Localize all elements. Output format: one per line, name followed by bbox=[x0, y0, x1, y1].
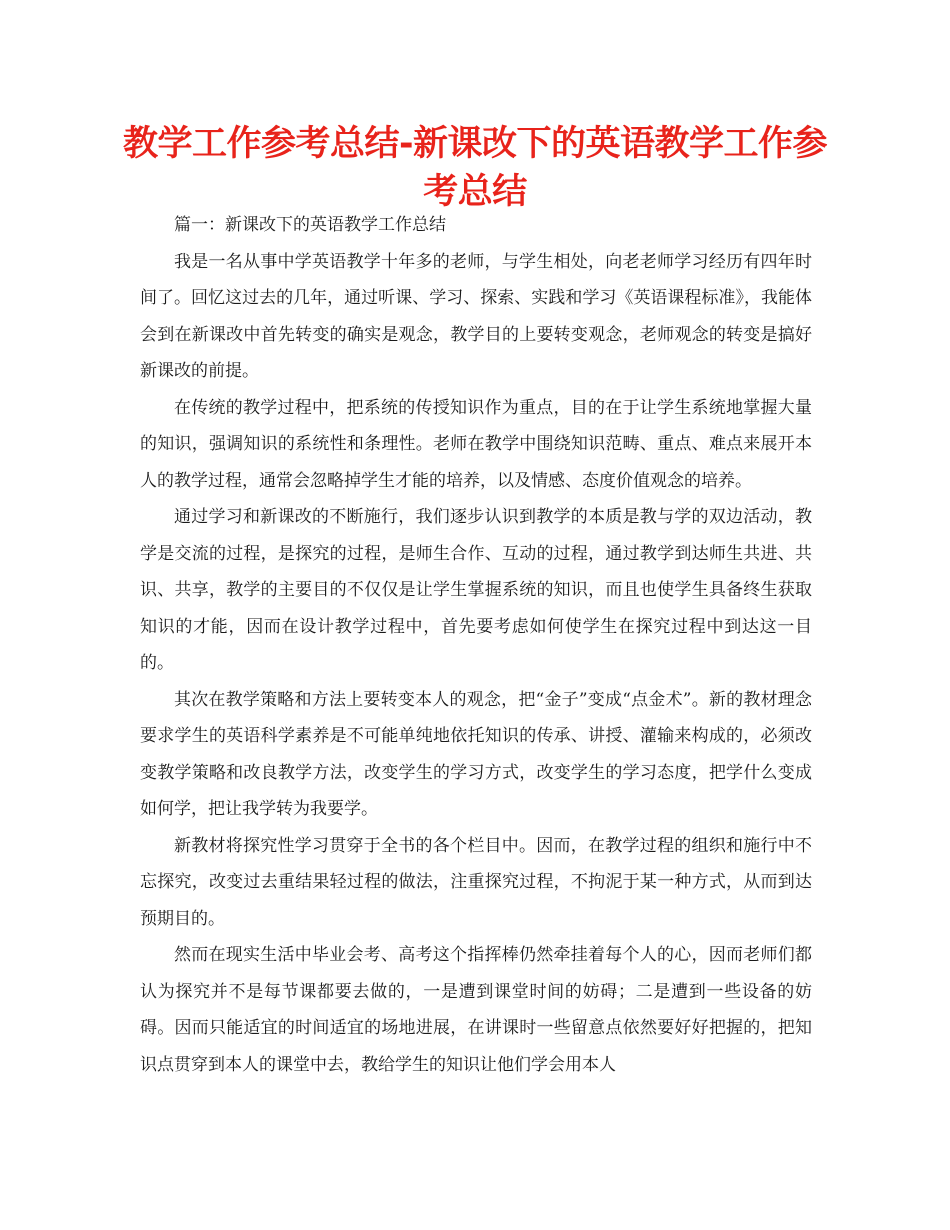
document-title: 教学工作参考总结-新课改下的英语教学工作参考总结 bbox=[122, 124, 828, 212]
paragraph: 新教材将探究性学习贯穿于全书的各个栏目中。因而，在教学过程的组织和施行中不忘探究，改变过去重结果轻过程的做法，注重探究过程，不拘泥于某一种方式，从而到达预期目的。 bbox=[140, 835, 812, 929]
paragraph: 我是一名从事中学英语教学十年多的老师，与学生相处，向老老师学习经历有四年时间了。回忆这过去的几年，通过听课、学习、探索、实践和学习《英语课程标准》，我能体会到在新课改中首先转变的确实是观念，教学目的上要转变观念，老师观念的转变是搞好新课改的前提。 bbox=[140, 251, 812, 381]
paragraph: 然而在现实生活中毕业会考、高考这个指挥棒仍然牵挂着每个人的心，因而老师们都认为探究并不是每节课都要去做的，一是遭到课堂时间的妨碍；二是遭到一些设备的妨碍。因而只能适宜的时间适宜的场地进展，在讲课时一些留意点依然要好好把握的，把知识点贯穿到本人的课堂中去，教给学生的知识让他们学会用本人 bbox=[140, 945, 812, 1075]
paragraph: 在传统的教学过程中，把系统的传授知识作为重点，目的在于让学生系统地掌握大量的知识，强调知识的系统性和条理性。老师在教学中围绕知识范畴、重点、难点来展开本人的教学过程，通常会忽略掉学生才能的培养，以及情感、态度价值观念的培养。 bbox=[140, 397, 812, 491]
document-body bbox=[140, 207, 812, 1083]
section-heading: 篇一：新课改下的英语教学工作总结 bbox=[174, 215, 446, 235]
paragraph: 其次在教学策略和方法上要转变本人的观念，把“金子”变成“点金术”。新的教材理念要求学生的英语科学素养是不可能单纯地依托知识的传承、讲授、灌输来构成的，必须改变教学策略和改良教学方法，改变学生的学习方式，改变学生的学习态度，把学什么变成如何学，把让我学转为我要学。 bbox=[140, 689, 812, 819]
paragraph: 通过学习和新课改的不断施行，我们逐步认识到教学的本质是教与学的双边活动，教学是交流的过程，是探究的过程，是师生合作、互动的过程，通过教学到达师生共进、共识、共享，教学的主要目的不仅仅是让学生掌握系统的知识，而且也使学生具备终生获取知识的才能，因而在设计教学过程中，首先要考虑如何使学生在探究过程中到达这一目的。 bbox=[140, 507, 812, 673]
